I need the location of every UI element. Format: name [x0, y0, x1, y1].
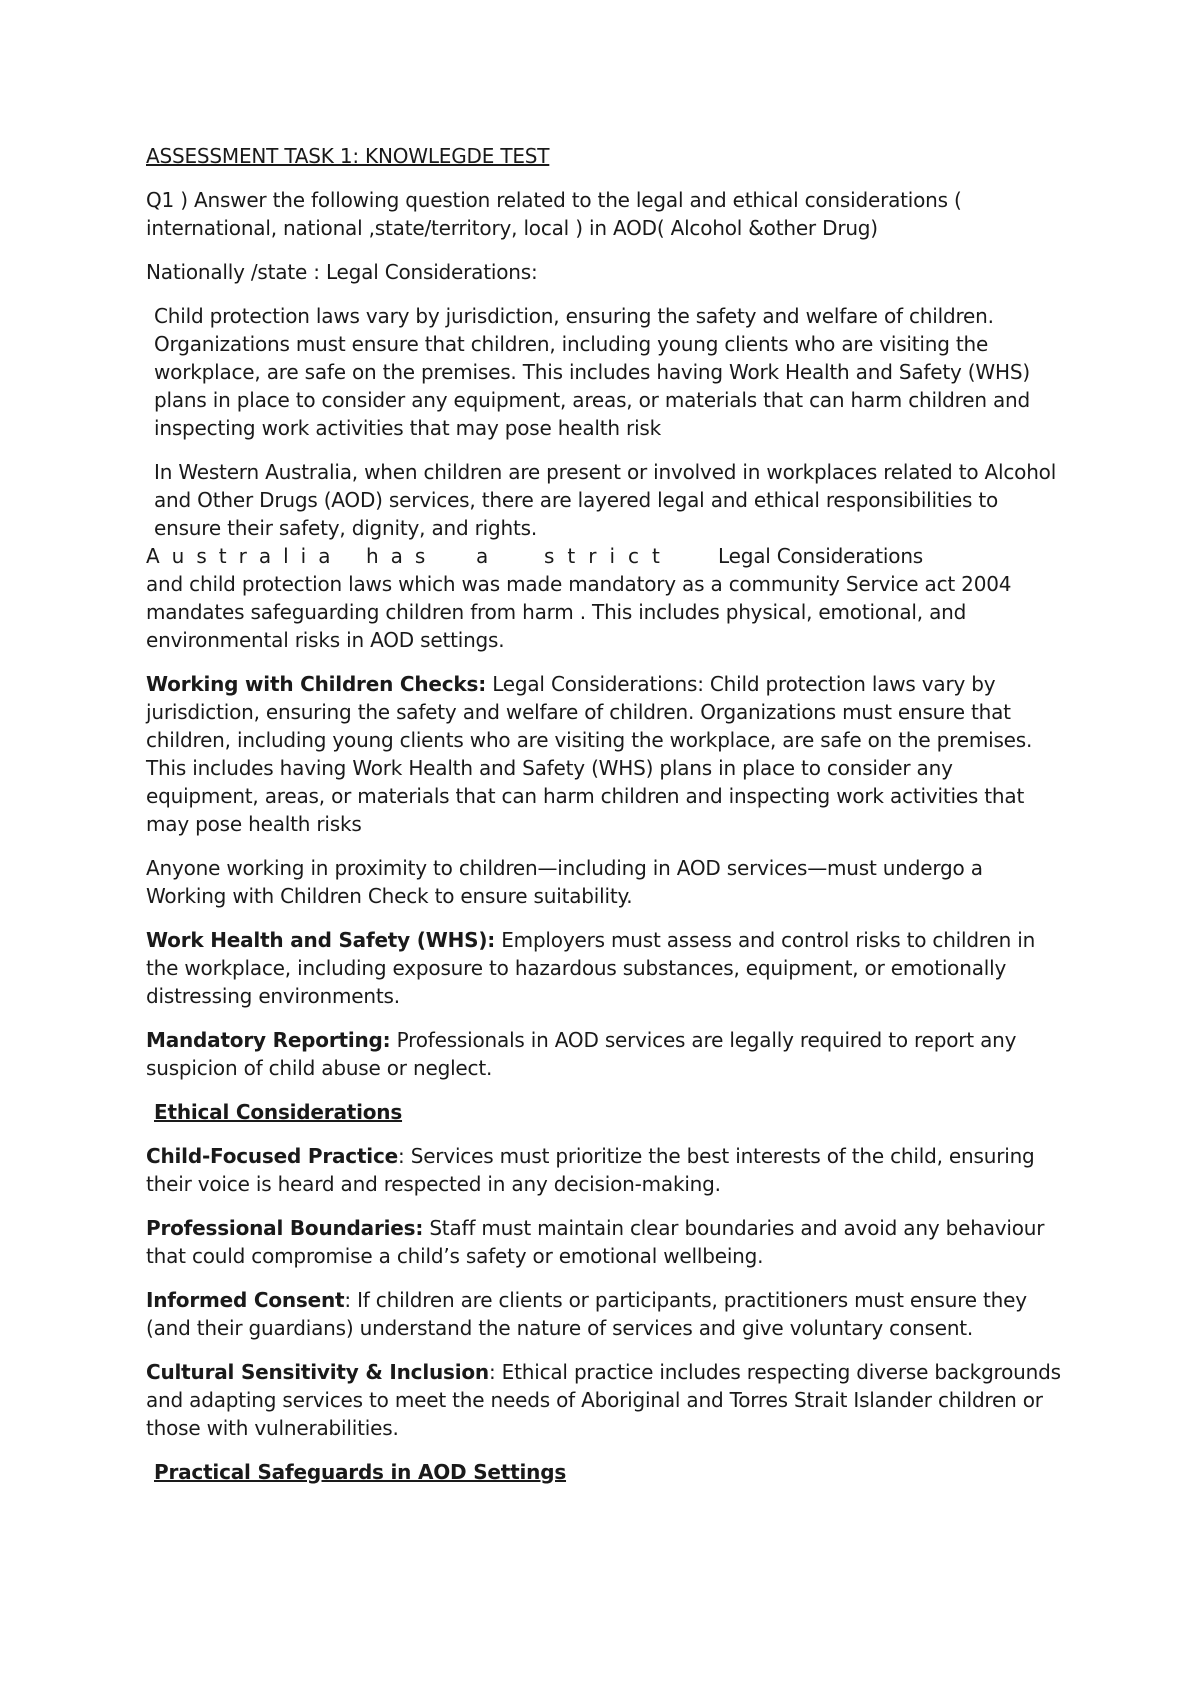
document-body: [146, 142, 1066, 1502]
paragraph-mandatory-reporting: [146, 1026, 1066, 1082]
wwcc-label: Working with Children Checks:: [146, 672, 487, 696]
paragraph-whs: [146, 926, 1066, 1010]
spaced-word-3: a: [476, 544, 489, 568]
consent-text: : If children are clients or participants, practitioners must ensure they (and their guardians) understand the nature of services and give voluntary consent.: [146, 1288, 1027, 1340]
whs-label: Work Health and Safety (WHS):: [146, 928, 496, 952]
paragraph-western-australia: In Western Australia, when children are present or involved in workplaces related to Alcohol and Other Drugs (AOD) services, there are layered legal and ethical responsibilities to ensure their safety, dignity, and rights.: [154, 460, 1057, 540]
nationally-heading: Nationally /state : Legal Considerations:: [146, 260, 538, 284]
paragraph-wwcc: [146, 670, 1066, 838]
paragraph-child-protection: Child protection laws vary by jurisdiction, ensuring the safety and welfare of children. Organizations must ensure that children, including young clients who are visiting the workplace, are safe on the premises. This includes having Work Health and Safety (WHS) plans in place to consider any equipment, areas, or materials that can harm children and inspecting work activities that may pose health risk: [154, 304, 1031, 440]
question-1: Q1 ) Answer the following question related to the legal and ethical considerations ( international, national ,state/territory, local ) in AOD( Alcohol &other Drug): [146, 188, 962, 240]
wwcc-text: Legal Considerations: Child protection laws vary by jurisdiction, ensuring the safety and welfare of children. Organizations must ensure that children, including young clients who are visiting the workplace, are safe on the premises. This includes having Work Health and Safety (WHS) plans in place to consider any equipment, areas, or materials that can harm children and inspecting work activities that may pose health risks: [146, 672, 1033, 836]
paragraph-strict-rest: and child protection laws which was made mandatory as a community Service act 2004 mandates safeguarding children from harm . This includes physical, emotional, and environmental risks in AOD settings.: [146, 572, 1012, 652]
paragraph-boundaries: [146, 1214, 1066, 1270]
spaced-word-1: Australia: [146, 544, 343, 568]
ethical-heading: Ethical Considerations: [154, 1100, 403, 1124]
cultural-text: : Ethical practice includes respecting diverse backgrounds and adapting services to meet the needs of Aboriginal and Torres Strait Islander children or those with vulnerabilities.: [146, 1360, 1061, 1440]
spaced-line-rest: Legal Considerations: [718, 544, 924, 568]
whs-text: Employers must assess and control risks to children in the workplace, including exposure to hazardous substances, equipment, or emotionally distressing environments.: [146, 928, 1036, 1008]
boundaries-text: Staff must maintain clear boundaries and avoid any behaviour that could compromise a child’s safety or emotional wellbeing.: [146, 1216, 1045, 1268]
spaced-word-2: has: [366, 544, 438, 568]
practical-heading: Practical Safeguards in AOD Settings: [154, 1460, 567, 1484]
consent-label: Informed Consent: [146, 1288, 345, 1312]
paragraph-child-focused: [146, 1142, 1066, 1198]
spaced-line: [146, 542, 1066, 570]
child-focused-label: Child-Focused Practice: [146, 1144, 398, 1168]
child-focused-text: : Services must prioritize the best interests of the child, ensuring their voice is heard and respected in any decision-making.: [146, 1144, 1035, 1196]
paragraph-anyone: Anyone working in proximity to children—including in AOD services—must undergo a Working with Children Check to ensure suitability.: [146, 856, 983, 908]
paragraph-cultural: [146, 1358, 1066, 1442]
cultural-label: Cultural Sensitivity & Inclusion: [146, 1360, 489, 1384]
document-title: ASSESSMENT TASK 1: KNOWLEGDE TEST: [146, 144, 550, 168]
paragraph-western-australia-block: [146, 458, 1066, 654]
mandatory-text: Professionals in AOD services are legally required to report any suspicion of child abuse or neglect.: [146, 1028, 1017, 1080]
boundaries-label: Professional Boundaries:: [146, 1216, 424, 1240]
spaced-word-4: strict: [544, 544, 673, 568]
mandatory-label: Mandatory Reporting:: [146, 1028, 391, 1052]
paragraph-consent: [146, 1286, 1066, 1342]
